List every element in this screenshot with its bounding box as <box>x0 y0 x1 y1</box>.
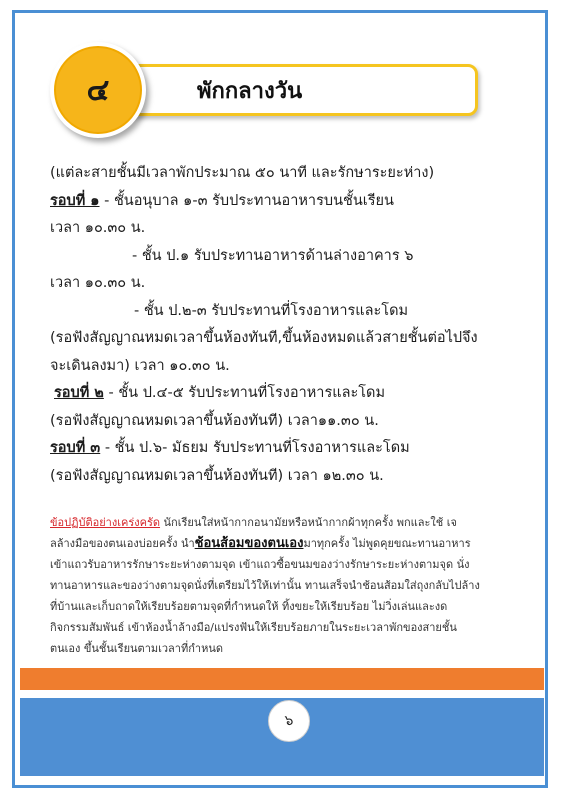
round-3-note: (รอฟังสัญญาณหมดเวลาขึ้นห้องทันที) เวลา ๑๒.๓๐ น. <box>50 467 384 484</box>
round-1b-line: - ชั้น ป.๑ รับประทานอาหารด้านล่างอาคาร ๖ <box>132 247 414 264</box>
section-title: พักกลางวัน <box>197 78 303 104</box>
round-1-time: เวลา ๑๐.๓๐ น. <box>50 220 146 236</box>
rules-paragraph: ข้อปฏิบัติอย่างเคร่งครัด นักเรียนใส่หน้ากากอนามัยหรือหน้ากากผ้าทุกครั้ง พกและใช้ เจ ลล้างมือของตนเองบ่อยครั้ง นำช้อนส้อมของตนเองมาทุกครั้ง ไม่พูดคุยขณะทานอาหาร เข้าแถวรับอาหารรักษาระยะห่างตามจุด เข้าแถวซื้อขนมของว่างรักษาระยะห่างตามจุด นั่ง ทานอาหารและของว่างตามจุดนั่งที่เตรียมไว้ให้เท่านั้น ทานเสร็จนำช้อนส้อมใส่ถุงกลับไปล้าง ที่บ้านและเก็บถาดให้เรียบร้อยตามจุดที่กำหนดให้ ทิ้งขยะให้เรียบร้อย ไม่วิ่งเล่นและงด กิจกรรมสัมพันธ์ เข้าห้องน้ำล้างมือ/แปรงฟันให้เรียบร้อยภายในระยะเวลาพักของสายชั้น ตนเอง ขึ้นชั้นเรียนตามเวลาที่กำหนด <box>50 516 480 655</box>
round-1c-line: - ชั้น ป.๒-๓ รับประทานที่โรงอาหารและโดม <box>134 302 409 319</box>
round-1b-time: เวลา ๑๐.๓๐ น. <box>50 275 146 291</box>
rules-heading: ข้อปฏิบัติอย่างเคร่งครัด <box>50 516 161 529</box>
schedule-text <box>50 160 520 490</box>
round-3-line: รอบที่ ๓ - ชั้น ป.๖- มัธยม รับประทานที่โรงอาหารและโดม <box>50 440 410 456</box>
round-2-line: รอบที่ ๒ - ชั้น ป.๔-๕ รับประทานที่โรงอาหารและโดม <box>54 385 386 401</box>
section-header <box>50 42 440 142</box>
intro-line: (แต่ละสายชั้นมีเวลาพักประมาณ ๕๐ นาที และรักษาระยะห่าง) <box>50 165 435 181</box>
page-number: ๖ <box>268 700 310 742</box>
round-1c-note: (รอฟังสัญญาณหมดเวลาขึ้นห้องทันที,ขึ้นห้องหมดแล้วสายชั้นต่อไปจึง <box>50 330 478 346</box>
footer-orange-bar <box>20 668 544 690</box>
round-label: รอบที่ ๑ <box>50 192 100 209</box>
section-title-banner <box>110 64 478 116</box>
section-number-badge: ๔ <box>50 42 146 138</box>
round-label: รอบที่ ๓ <box>50 440 101 456</box>
round-1c-time: จะเดินลงมา) เวลา ๑๐.๓๐ น. <box>50 357 230 374</box>
rules-highlight: ช้อนส้อมของตนเอง <box>194 536 304 551</box>
round-label: รอบที่ ๒ <box>54 385 104 401</box>
round-2-note: (รอฟังสัญญาณหมดเวลาขึ้นห้องทันที) เวลา๑๑.๓๐ น. <box>50 412 379 429</box>
round-1-line: รอบที่ ๑ - ชั้นอนุบาล ๑-๓ รับประทานอาหารบนชั้นเรียน <box>50 192 394 209</box>
